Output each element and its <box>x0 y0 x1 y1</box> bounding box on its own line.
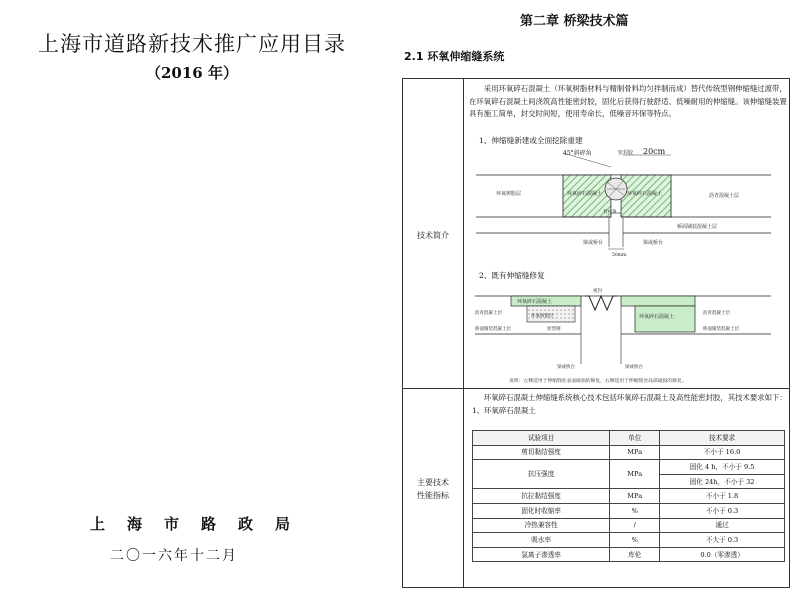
spec-subheading: 1、环氧碎石混凝土 <box>471 405 536 415</box>
diagram2-label-asphalt-left: 沥青混凝土层 <box>475 311 502 316</box>
content-table-frame <box>402 78 790 588</box>
diagram2-label-concrete-right: 环氧碎石混凝土 <box>639 314 675 320</box>
spec-unit: % <box>610 533 660 548</box>
spec-table <box>472 430 785 562</box>
subheading-new-joint: 1、伸缩缝新建或全面挖除重建 <box>479 136 583 145</box>
spec-requirement: 通过 <box>660 518 785 533</box>
spec-requirement: 固化 4 h，不小于 9.5 <box>660 460 785 475</box>
spec-header-item: 试验项目 <box>473 431 610 446</box>
cover-page <box>0 0 380 600</box>
figure-caption: 说明：左侧适用于伸缩缝处表面破损的修复，右侧适用于伸缩缝处局部破损的修复。 <box>509 379 687 384</box>
spec-item: 剪切黏结强度 <box>473 445 610 460</box>
table-row <box>473 518 785 533</box>
spec-unit: MPa <box>610 489 660 504</box>
spec-requirement: 不大于 0.3 <box>660 533 785 548</box>
row-label-specs-line2: 性能指标 <box>417 491 449 500</box>
cover-title: 上海市道路新技术推广应用目录 <box>38 32 346 56</box>
spec-item: 固化时收缩率 <box>473 503 610 518</box>
spec-unit: MPa <box>610 445 660 460</box>
spec-item: 吸水率 <box>473 533 610 548</box>
spec-unit: / <box>610 518 660 533</box>
chapter-title: 第二章 桥梁技术篇 <box>520 14 629 29</box>
diagram2-label-deck-left: 桥面铺装混凝土层 <box>475 327 511 332</box>
spec-intro-text: 环氧碎石混凝土伸缩缝系统核心技术包括环氧碎石混凝土及高性能密封胶，其技术要求如下： <box>483 393 787 402</box>
diagram1-label-beam-left: 梁或桥台 <box>583 240 604 246</box>
row-label-specs <box>403 476 463 502</box>
diagram2-label-beam-left: 梁或桥台 <box>557 365 575 370</box>
repair-seal-profile <box>585 296 617 310</box>
spec-item: 抗压强度 <box>473 460 610 489</box>
diagram1-label-concrete-left: 环氧碎石混凝土 <box>567 191 603 197</box>
diagram2-label-asphalt-right: 沥青混凝土层 <box>703 311 730 316</box>
spec-unit: % <box>610 503 660 518</box>
spec-requirement: 0.0（零渗透） <box>660 547 785 562</box>
spec-unit: 库伦 <box>610 547 660 562</box>
spec-unit: MPa <box>610 460 660 489</box>
diagram2-label-epoxy-layer: 环氧树脂层 <box>531 314 554 319</box>
diagram1-label-epoxy-layer: 环氧树脂层 <box>496 191 522 197</box>
spec-item: 抗拉黏结强度 <box>473 489 610 504</box>
table-row <box>473 489 785 504</box>
diagram2-label-concrete-left: 环氧碎石混凝土 <box>517 299 553 305</box>
spec-requirement: 固化 24h，不小于 32 <box>660 474 785 489</box>
row-label-intro: 技术简介 <box>417 231 449 240</box>
diagram1-label-gap: 50mm <box>612 253 627 258</box>
diagram2-label-sealant: 密封 <box>593 289 602 294</box>
table-row <box>473 460 785 475</box>
table-row <box>473 445 785 460</box>
subheading-repair: 2、既有伸缩缝修复 <box>479 271 545 280</box>
spec-requirement: 不小于 16.0 <box>660 445 785 460</box>
spec-header-requirement: 技术要求 <box>660 431 785 446</box>
spec-header-unit: 单位 <box>610 431 660 446</box>
cover-date: 二〇一六年十二月 <box>110 548 238 564</box>
spec-item: 冷热兼容性 <box>473 518 610 533</box>
column-divider <box>463 79 464 587</box>
cover-organization: 上海市路政局 <box>90 515 313 533</box>
spec-item: 氯离子渗透率 <box>473 547 610 562</box>
diagram2-label-steel: 原型钢 <box>547 327 561 332</box>
new-joint-diagram <box>471 147 785 259</box>
row-divider <box>403 388 789 389</box>
table-row <box>473 533 785 548</box>
diagram1-label-45: 45°斜碎角 <box>563 150 592 157</box>
diagram1-label-asphalt: 沥青混凝土层 <box>709 193 740 199</box>
table-row <box>473 547 785 562</box>
spec-requirement: 不小于 1.8 <box>660 489 785 504</box>
diagram1-label-deck: 桥面铺装混凝土层 <box>677 224 718 230</box>
content-page <box>390 0 800 600</box>
diagram1-label-sealant: 密封胶 <box>618 150 634 156</box>
repair-joint-diagram <box>471 284 785 376</box>
diagram1-label-20cm: 20cm <box>643 147 666 156</box>
cover-year: （2016 年） <box>146 64 238 82</box>
diagram2-label-beam-right: 梁或桥台 <box>625 365 643 370</box>
table-row <box>473 503 785 518</box>
spec-intro <box>469 392 787 417</box>
spec-requirement: 不小于 0.3 <box>660 503 785 518</box>
row-label-specs-line1: 主要技术 <box>417 478 449 487</box>
section-title: 2.1 环氧伸缩缝系统 <box>404 50 505 63</box>
spec-table-header <box>473 431 785 446</box>
diagram1-label-beam-right: 梁或桥台 <box>643 240 664 246</box>
diagram2-label-deck-right: 桥面铺装混凝土层 <box>703 327 739 332</box>
intro-paragraph: 采用环氧碎石混凝土（环氧树脂材料与精制骨料均匀拌制而成）替代传统型钢伸缩缝过渡带，在环氧碎石混凝土间浇筑高性能密封胶，固化后获得行驶舒适、低噪耐用的伸缩缝。该伸缩缝装置具有施工简单，封交时间短，使用寿命长，低噪音环保等特点。 <box>469 84 787 118</box>
diagram1-label-backer: 背衬条 <box>603 210 617 215</box>
diagram1-label-concrete-right: 环氧碎石混凝土 <box>627 191 663 197</box>
